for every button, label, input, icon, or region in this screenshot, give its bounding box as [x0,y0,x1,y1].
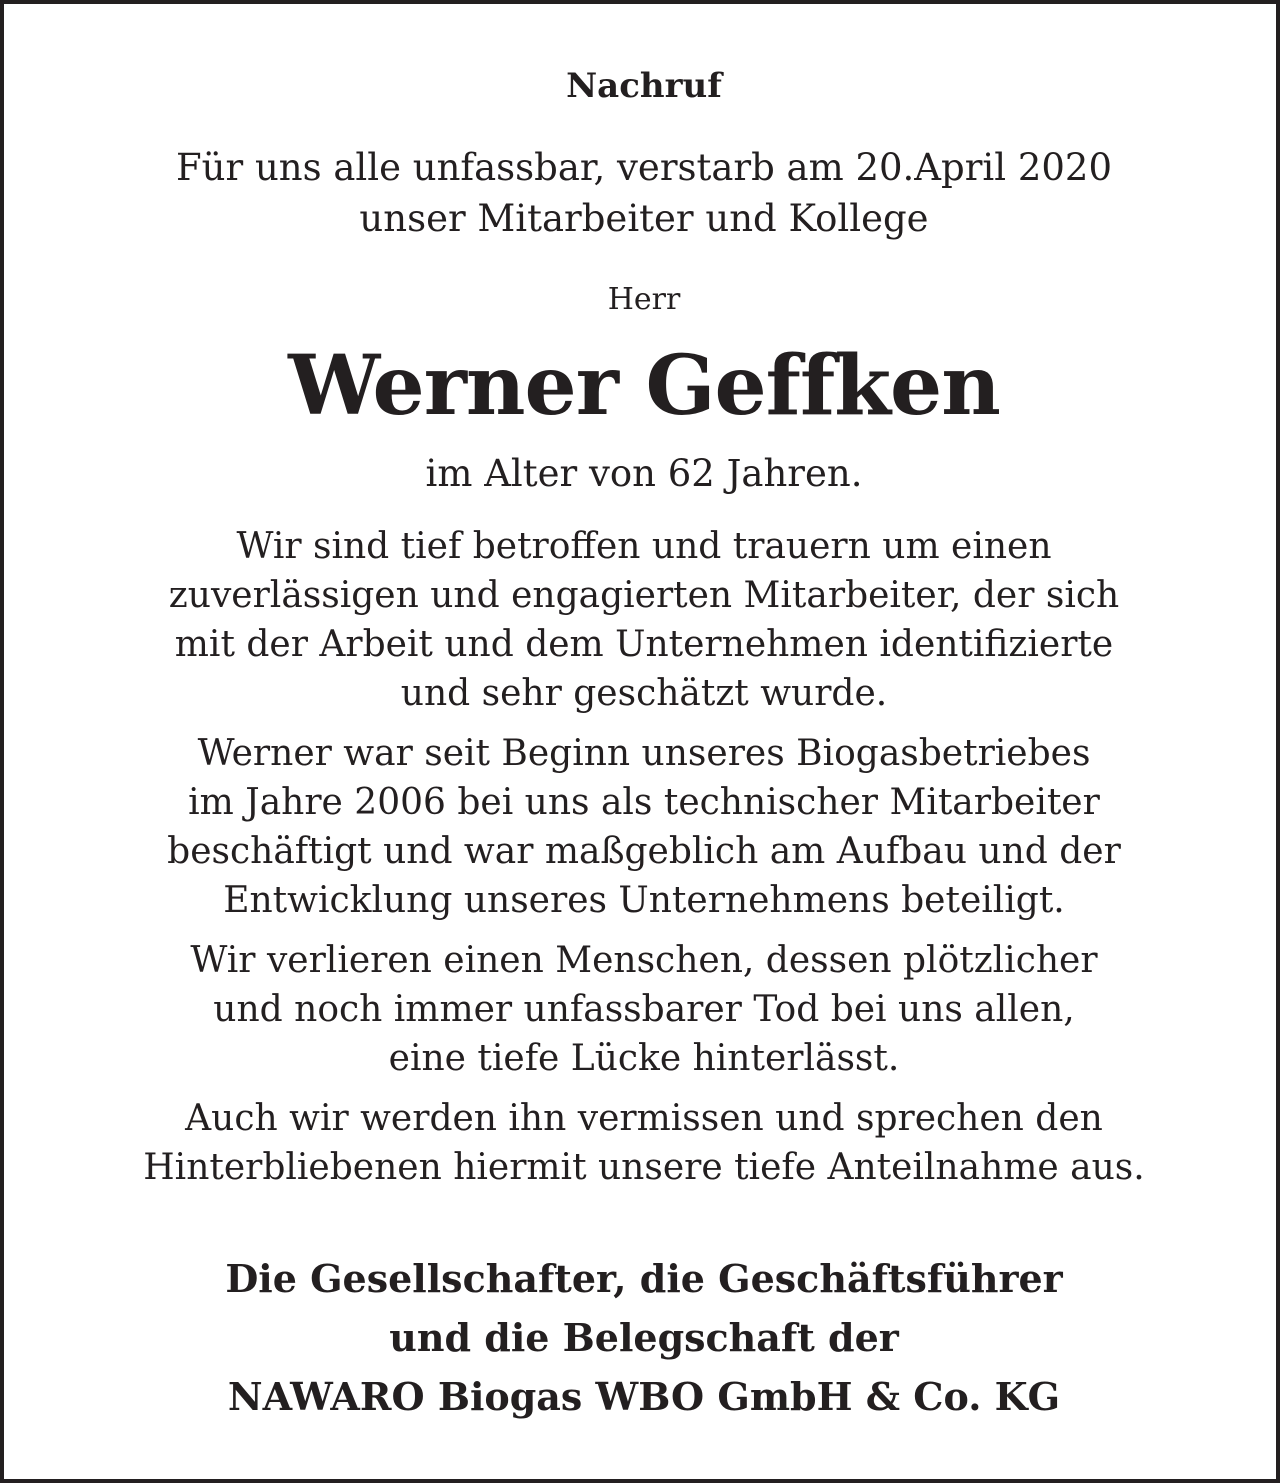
signature-line: Die Gesellschafter, die Geschäftsführer [225,1256,1063,1301]
paragraph-line: Hinterbliebenen hiermit unsere tiefe Anteilnahme aus. [143,1147,1145,1188]
intro-line: Für uns alle unfassbar, verstarb am 20.April 2020 [176,146,1112,189]
paragraph-line: Wir verlieren einen Menschen, dessen plötzlicher [190,940,1098,981]
paragraph-line: im Jahre 2006 bei uns als technischer Mitarbeiter [188,782,1100,823]
notice-heading: Nachruf [566,66,722,106]
paragraph-line: Wir sind tief betroffen und trauern um einen [236,526,1052,567]
salutation: Herr [607,282,681,317]
paragraph-line: beschäftigt und war maßgeblich am Aufbau und der [167,831,1121,872]
signature-company: NAWARO Biogas WBO GmbH & Co. KG [227,1374,1061,1419]
paragraph-line: Auch wir werden ihn vermissen und sprechen den [185,1098,1103,1139]
paragraph-line: eine tiefe Lücke hinterlässt. [388,1038,900,1079]
paragraph-line: zuverlässigen und engagierten Mitarbeiter, der sich [168,575,1120,616]
signature-line: und die Belegschaft der [389,1315,899,1360]
paragraph-line: Entwicklung unseres Unternehmens beteiligt. [223,880,1065,921]
paragraph-line: und sehr geschätzt wurde. [400,673,888,714]
intro-line: unser Mitarbeiter und Kollege [359,197,929,240]
paragraph-line: Werner war seit Beginn unseres Biogasbetriebes [197,733,1091,774]
deceased-name: Werner Geffken [288,338,1000,434]
age-line: im Alter von 62 Jahren. [425,452,863,495]
paragraph-line: mit der Arbeit und dem Unternehmen identifizierte [174,624,1114,665]
paragraph-line: und noch immer unfassbarer Tod bei uns allen, [213,989,1075,1030]
